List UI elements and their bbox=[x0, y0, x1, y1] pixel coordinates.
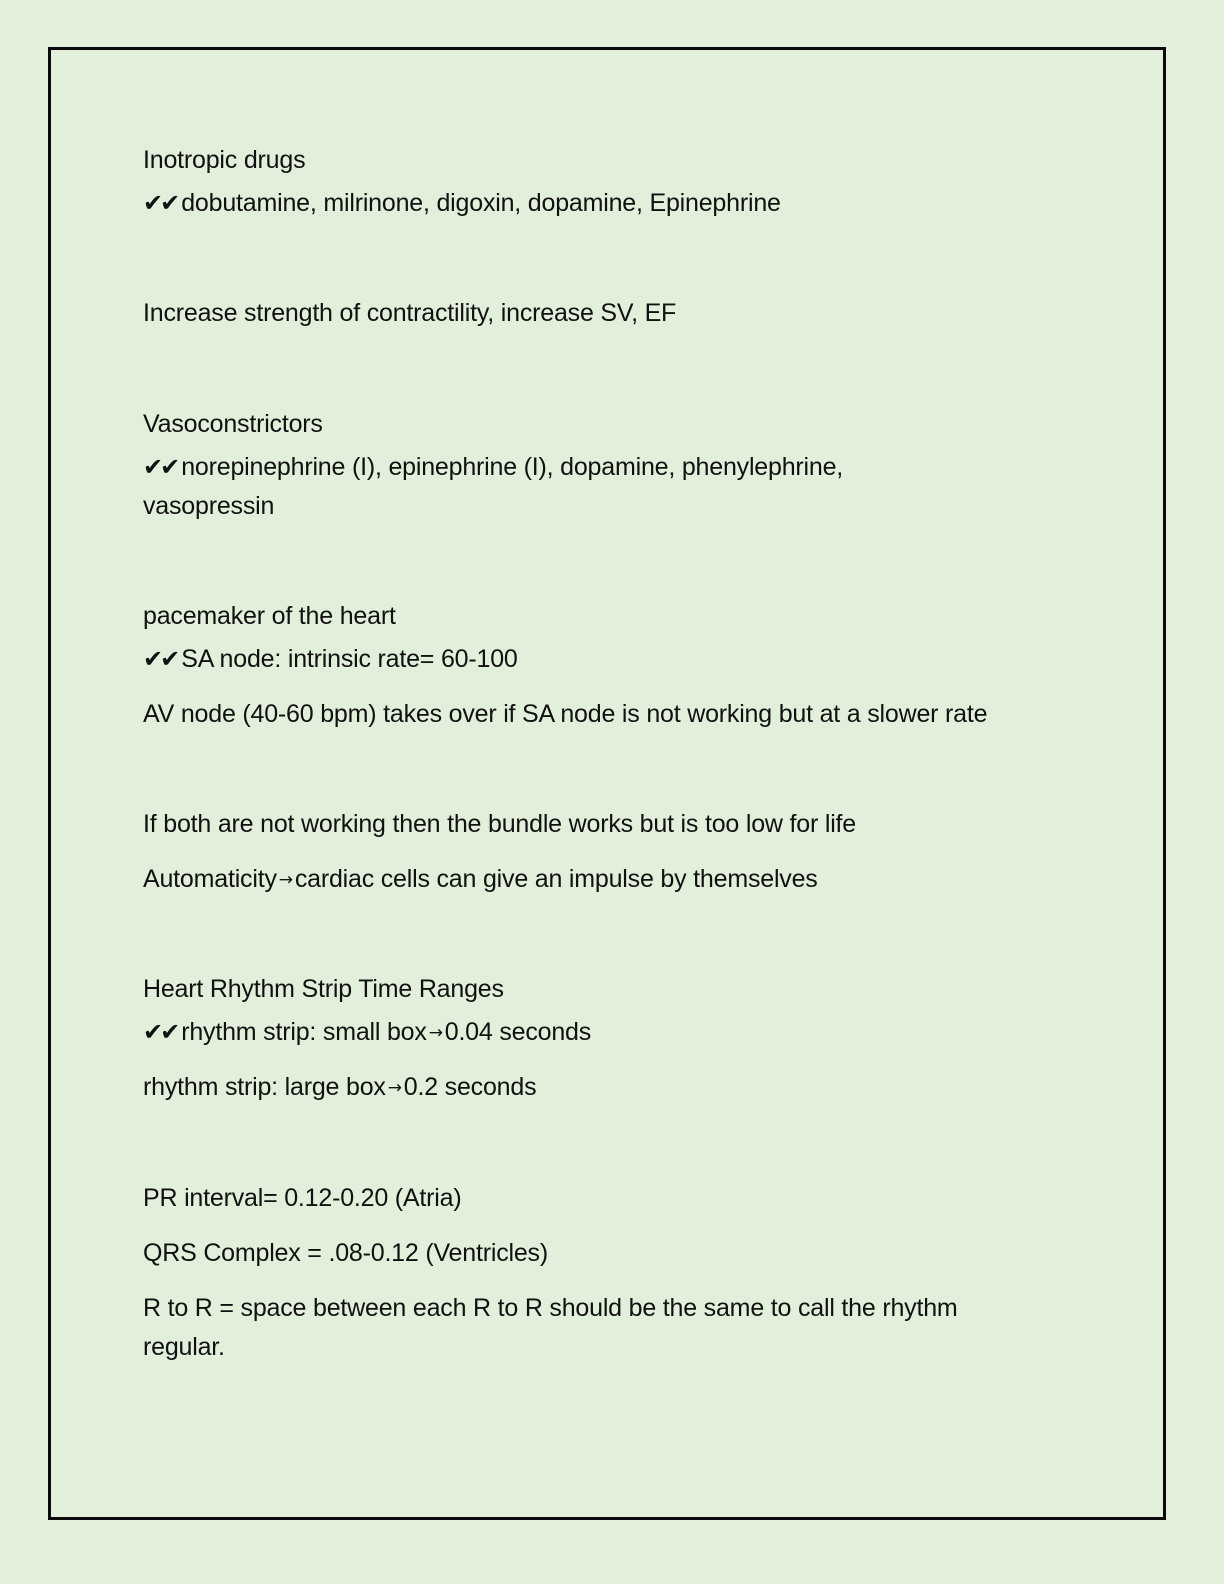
double-check-icon: ✔✔ bbox=[143, 189, 178, 217]
bundle-note: If both are not working then the bundle works but is too low for life bbox=[143, 810, 856, 838]
vasoconstrictors-answer-line bbox=[143, 448, 963, 526]
large-box-value: 0.2 seconds bbox=[403, 1073, 537, 1101]
arrow-right-icon: → bbox=[387, 1078, 402, 1098]
arrow-right-icon: → bbox=[278, 870, 293, 890]
automaticity-term: Automaticity bbox=[143, 865, 277, 893]
r-to-r: R to R = space between each R to R should be the same to call the rhythm regular. bbox=[143, 1294, 958, 1361]
small-box-value: 0.04 seconds bbox=[444, 1018, 592, 1046]
automaticity-description: cardiac cells can give an impulse by themselves bbox=[294, 865, 818, 893]
qrs-complex: QRS Complex = .08-0.12 (Ventricles) bbox=[143, 1239, 548, 1267]
pacemaker-answer-line bbox=[143, 640, 1103, 679]
small-box-term: rhythm strip: small box bbox=[181, 1018, 427, 1046]
inotropic-heading: Inotropic drugs bbox=[143, 146, 306, 174]
inotropic-answer: dobutamine, milrinone, digoxin, dopamine, Epinephrine bbox=[181, 189, 781, 217]
large-box-line bbox=[143, 1068, 1103, 1110]
vasoconstrictors-heading: Vasoconstrictors bbox=[143, 410, 323, 438]
large-box-term: rhythm strip: large box bbox=[143, 1073, 386, 1101]
vasoconstrictors-answer: norepinephrine (I), epinephrine (I), dopamine, phenylephrine, vasopressin bbox=[143, 453, 844, 520]
automaticity-line bbox=[143, 860, 1103, 902]
av-node-note: AV node (40-60 bpm) takes over if SA node is not working but at a slower rate bbox=[143, 700, 988, 728]
pacemaker-answer: SA node: intrinsic rate= 60-100 bbox=[181, 645, 518, 673]
inotropic-note: Increase strength of contractility, increase SV, EF bbox=[143, 299, 677, 327]
rhythm-strip-heading: Heart Rhythm Strip Time Ranges bbox=[143, 975, 504, 1003]
double-check-icon: ✔✔ bbox=[143, 453, 178, 481]
inotropic-answer-line bbox=[143, 184, 1103, 223]
arrow-right-icon: → bbox=[428, 1023, 443, 1043]
pr-interval: PR interval= 0.12-0.20 (Atria) bbox=[143, 1184, 462, 1212]
double-check-icon: ✔✔ bbox=[143, 645, 178, 673]
small-box-line bbox=[143, 1013, 1103, 1055]
pacemaker-heading: pacemaker of the heart bbox=[143, 602, 396, 630]
double-check-icon: ✔✔ bbox=[143, 1018, 178, 1046]
